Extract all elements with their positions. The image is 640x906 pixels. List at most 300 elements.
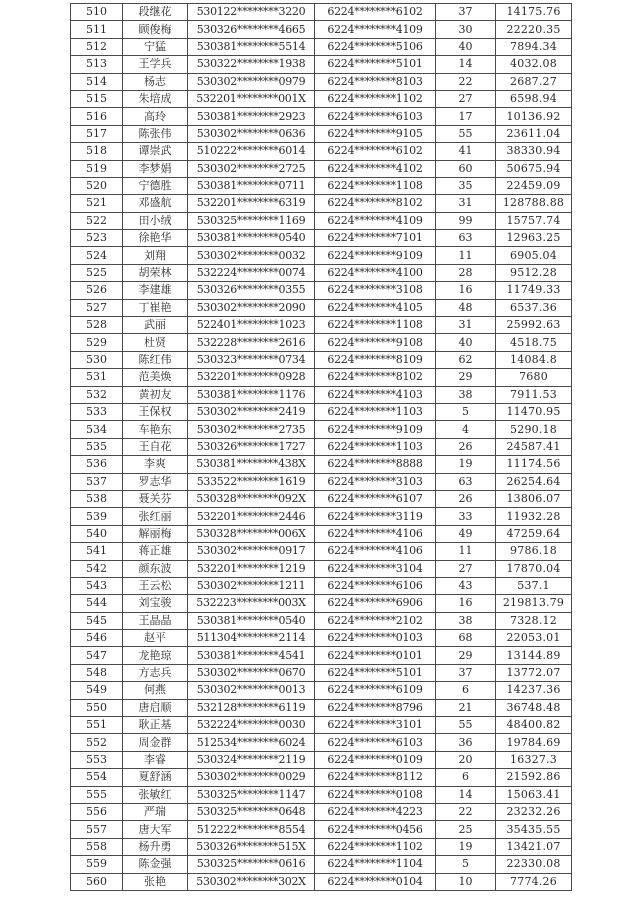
row-number-cell: 512 [71,38,123,55]
account-number-cell: 6224********8102 [315,369,436,386]
id-number-cell: 530328********006X [188,525,315,542]
table-row [71,282,572,299]
name-cell: 胡荣林 [123,264,188,281]
table-row [71,873,572,890]
account-number-cell: 6224********1108 [315,317,436,334]
id-number-cell: 530325********0616 [188,856,315,873]
id-number-cell: 530302********0029 [188,769,315,786]
account-number-cell: 6224********6103 [315,108,436,125]
name-cell: 唐启顺 [123,699,188,716]
table-row [71,769,572,786]
id-number-cell: 530381********5514 [188,38,315,55]
id-number-cell: 532201********1219 [188,560,315,577]
row-number-cell: 515 [71,90,123,107]
name-cell: 范美焕 [123,369,188,386]
account-number-cell: 6224********4102 [315,160,436,177]
id-number-cell: 530302********0032 [188,247,315,264]
row-number-cell: 539 [71,508,123,525]
count-cell: 38 [436,612,496,629]
name-cell: 杨升勇 [123,838,188,855]
row-number-cell: 531 [71,369,123,386]
id-number-cell: 532201********0928 [188,369,315,386]
count-cell: 14 [436,56,496,73]
name-cell: 聂关芬 [123,490,188,507]
amount-cell: 10136.92 [496,108,572,125]
row-number-cell: 530 [71,351,123,368]
account-number-cell: 6224********5106 [315,38,436,55]
name-cell: 王保权 [123,403,188,420]
row-number-cell: 537 [71,473,123,490]
amount-cell: 38330.94 [496,143,572,160]
table-row [71,786,572,803]
account-number-cell: 6224********0109 [315,751,436,768]
amount-cell: 36748.48 [496,699,572,716]
account-number-cell: 6224********9109 [315,421,436,438]
name-cell: 宁德胜 [123,177,188,194]
count-cell: 20 [436,751,496,768]
amount-cell: 13144.89 [496,647,572,664]
amount-cell: 19784.69 [496,734,572,751]
amount-cell: 6598.94 [496,90,572,107]
name-cell: 唐大军 [123,821,188,838]
account-number-cell: 6224********8109 [315,351,436,368]
name-cell: 李梦娟 [123,160,188,177]
count-cell: 40 [436,334,496,351]
id-number-cell: 530302********2419 [188,403,315,420]
account-number-cell: 6224********4105 [315,299,436,316]
amount-cell: 13421.07 [496,838,572,855]
row-number-cell: 527 [71,299,123,316]
amount-cell: 6537.36 [496,299,572,316]
id-number-cell: 532223********003X [188,595,315,612]
amount-cell: 14175.76 [496,4,572,21]
row-number-cell: 543 [71,577,123,594]
name-cell: 徐艳华 [123,230,188,247]
name-cell: 杜贤 [123,334,188,351]
account-number-cell: 6224********6102 [315,4,436,21]
account-number-cell: 6224********4103 [315,386,436,403]
name-cell: 朱培成 [123,90,188,107]
account-number-cell: 6224********3119 [315,508,436,525]
name-cell: 张艳 [123,873,188,890]
count-cell: 43 [436,577,496,594]
id-number-cell: 511304********2114 [188,630,315,647]
count-cell: 60 [436,160,496,177]
id-number-cell: 530302********0636 [188,125,315,142]
count-cell: 5 [436,403,496,420]
id-number-cell: 530302********302X [188,873,315,890]
amount-cell: 23611.04 [496,125,572,142]
id-number-cell: 530302********2090 [188,299,315,316]
amount-cell: 48400.82 [496,717,572,734]
table-row [71,595,572,612]
id-number-cell: 530302********0670 [188,664,315,681]
count-cell: 25 [436,821,496,838]
count-cell: 19 [436,838,496,855]
id-number-cell: 510222********6014 [188,143,315,160]
row-number-cell: 542 [71,560,123,577]
amount-cell: 35435.55 [496,821,572,838]
account-number-cell: 6224********4109 [315,212,436,229]
row-number-cell: 547 [71,647,123,664]
count-cell: 37 [436,664,496,681]
account-number-cell: 6224********7101 [315,230,436,247]
count-cell: 31 [436,317,496,334]
id-number-cell: 532224********0074 [188,264,315,281]
table-row [71,560,572,577]
id-number-cell: 530326********0355 [188,282,315,299]
table-row [71,525,572,542]
account-number-cell: 6224********0104 [315,873,436,890]
id-number-cell: 530381********4541 [188,647,315,664]
row-number-cell: 516 [71,108,123,125]
row-number-cell: 559 [71,856,123,873]
name-cell: 陈张伟 [123,125,188,142]
count-cell: 99 [436,212,496,229]
amount-cell: 14084.8 [496,351,572,368]
name-cell: 蒋正雄 [123,543,188,560]
table-row [71,56,572,73]
id-number-cell: 530122********3220 [188,4,315,21]
account-number-cell: 6224********3101 [315,717,436,734]
amount-cell: 11470.95 [496,403,572,420]
name-cell: 刘翔 [123,247,188,264]
id-number-cell: 533522********1619 [188,473,315,490]
table-row [71,317,572,334]
amount-cell: 13806.07 [496,490,572,507]
row-number-cell: 546 [71,630,123,647]
amount-cell: 7774.26 [496,873,572,890]
table-row [71,90,572,107]
account-number-cell: 6224********4100 [315,264,436,281]
row-number-cell: 540 [71,525,123,542]
table-row [71,143,572,160]
account-number-cell: 6224********1104 [315,856,436,873]
table-row [71,751,572,768]
id-number-cell: 530326********4665 [188,21,315,38]
account-number-cell: 6224********1103 [315,403,436,420]
name-cell: 黄初友 [123,386,188,403]
count-cell: 26 [436,490,496,507]
roster-table-body [71,4,572,891]
table-row [71,73,572,90]
name-cell: 段继花 [123,4,188,21]
name-cell: 刘宝骏 [123,595,188,612]
id-number-cell: 530381********1176 [188,386,315,403]
count-cell: 38 [436,386,496,403]
id-number-cell: 530302********2725 [188,160,315,177]
amount-cell: 15063.41 [496,786,572,803]
amount-cell: 7894.34 [496,38,572,55]
row-number-cell: 560 [71,873,123,890]
amount-cell: 21592.86 [496,769,572,786]
row-number-cell: 529 [71,334,123,351]
id-number-cell: 512222********8554 [188,821,315,838]
row-number-cell: 551 [71,717,123,734]
id-number-cell: 530381********438X [188,456,315,473]
count-cell: 4 [436,421,496,438]
table-row [71,195,572,212]
table-row [71,856,572,873]
account-number-cell: 6224********3108 [315,282,436,299]
account-number-cell: 6224********8103 [315,73,436,90]
name-cell: 武丽 [123,317,188,334]
name-cell: 邓盛航 [123,195,188,212]
table-row [71,125,572,142]
row-number-cell: 524 [71,247,123,264]
table-row [71,456,572,473]
count-cell: 26 [436,438,496,455]
account-number-cell: 6224********6106 [315,577,436,594]
account-number-cell: 6224********9109 [315,247,436,264]
count-cell: 19 [436,456,496,473]
count-cell: 29 [436,369,496,386]
row-number-cell: 533 [71,403,123,420]
row-number-cell: 541 [71,543,123,560]
count-cell: 40 [436,38,496,55]
id-number-cell: 522401********1023 [188,317,315,334]
row-number-cell: 520 [71,177,123,194]
count-cell: 55 [436,125,496,142]
row-number-cell: 554 [71,769,123,786]
roster-table [70,3,572,891]
id-number-cell: 530326********1727 [188,438,315,455]
id-number-cell: 530381********0540 [188,612,315,629]
table-row [71,21,572,38]
account-number-cell: 6224********5101 [315,56,436,73]
id-number-cell: 532128********6119 [188,699,315,716]
table-row [71,212,572,229]
table-row [71,108,572,125]
account-number-cell: 6224********6109 [315,682,436,699]
table-row [71,334,572,351]
table-row [71,717,572,734]
row-number-cell: 534 [71,421,123,438]
amount-cell: 9512.28 [496,264,572,281]
amount-cell: 7328.12 [496,612,572,629]
count-cell: 11 [436,247,496,264]
amount-cell: 50675.94 [496,160,572,177]
id-number-cell: 530302********2735 [188,421,315,438]
name-cell: 罗志华 [123,473,188,490]
amount-cell: 2687.27 [496,73,572,90]
count-cell: 11 [436,543,496,560]
account-number-cell: 6224********1108 [315,177,436,194]
count-cell: 29 [436,647,496,664]
count-cell: 16 [436,282,496,299]
name-cell: 王自花 [123,438,188,455]
id-number-cell: 530381********0711 [188,177,315,194]
amount-cell: 7911.53 [496,386,572,403]
count-cell: 31 [436,195,496,212]
name-cell: 解丽梅 [123,525,188,542]
table-row [71,438,572,455]
count-cell: 35 [436,177,496,194]
count-cell: 62 [436,351,496,368]
name-cell: 李睿 [123,751,188,768]
amount-cell: 11174.56 [496,456,572,473]
name-cell: 王云松 [123,577,188,594]
name-cell: 杨志 [123,73,188,90]
table-row [71,4,572,21]
row-number-cell: 532 [71,386,123,403]
row-number-cell: 544 [71,595,123,612]
account-number-cell: 6224********0456 [315,821,436,838]
table-row [71,543,572,560]
table-row [71,682,572,699]
count-cell: 17 [436,108,496,125]
account-number-cell: 6224********4106 [315,543,436,560]
name-cell: 张敏红 [123,786,188,803]
id-number-cell: 530325********1169 [188,212,315,229]
table-row [71,38,572,55]
account-number-cell: 6224********1103 [315,438,436,455]
count-cell: 30 [436,21,496,38]
account-number-cell: 6224********5101 [315,664,436,681]
account-number-cell: 6224********8888 [315,456,436,473]
id-number-cell: 532224********0030 [188,717,315,734]
amount-cell: 4032.08 [496,56,572,73]
account-number-cell: 6224********4106 [315,525,436,542]
id-number-cell: 532201********2446 [188,508,315,525]
table-row [71,369,572,386]
table-row [71,299,572,316]
id-number-cell: 530381********0540 [188,230,315,247]
count-cell: 6 [436,769,496,786]
name-cell: 夏舒涵 [123,769,188,786]
name-cell: 谭崇武 [123,143,188,160]
name-cell: 张红丽 [123,508,188,525]
table-row [71,630,572,647]
count-cell: 16 [436,595,496,612]
amount-cell: 6905.04 [496,247,572,264]
name-cell: 周金群 [123,734,188,751]
id-number-cell: 530302********0013 [188,682,315,699]
count-cell: 48 [436,299,496,316]
row-number-cell: 553 [71,751,123,768]
name-cell: 李爽 [123,456,188,473]
name-cell: 李建雄 [123,282,188,299]
count-cell: 5 [436,856,496,873]
name-cell: 车艳东 [123,421,188,438]
row-number-cell: 511 [71,21,123,38]
amount-cell: 47259.64 [496,525,572,542]
account-number-cell: 6224********6102 [315,143,436,160]
table-row [71,699,572,716]
amount-cell: 11932.28 [496,508,572,525]
count-cell: 22 [436,73,496,90]
amount-cell: 22330.08 [496,856,572,873]
id-number-cell: 530302********0917 [188,543,315,560]
amount-cell: 25992.63 [496,317,572,334]
row-number-cell: 523 [71,230,123,247]
id-number-cell: 530324********2119 [188,751,315,768]
id-number-cell: 530325********0648 [188,803,315,820]
name-cell: 丁崔艳 [123,299,188,316]
name-cell: 赵平 [123,630,188,647]
table-row [71,351,572,368]
name-cell: 王学兵 [123,56,188,73]
account-number-cell: 6224********6107 [315,490,436,507]
row-number-cell: 550 [71,699,123,716]
table-row [71,803,572,820]
count-cell: 27 [436,560,496,577]
amount-cell: 22053.01 [496,630,572,647]
name-cell: 顾俊梅 [123,21,188,38]
count-cell: 41 [436,143,496,160]
account-number-cell: 6224********0108 [315,786,436,803]
account-number-cell: 6224********2102 [315,612,436,629]
amount-cell: 22220.35 [496,21,572,38]
count-cell: 37 [436,4,496,21]
id-number-cell: 530381********2923 [188,108,315,125]
amount-cell: 128788.88 [496,195,572,212]
id-number-cell: 530323********0734 [188,351,315,368]
row-number-cell: 545 [71,612,123,629]
row-number-cell: 525 [71,264,123,281]
name-cell: 严瑞 [123,803,188,820]
table-row [71,247,572,264]
account-number-cell: 6224********4109 [315,21,436,38]
count-cell: 63 [436,473,496,490]
amount-cell: 23232.26 [496,803,572,820]
id-number-cell: 532201********001X [188,90,315,107]
row-number-cell: 535 [71,438,123,455]
row-number-cell: 557 [71,821,123,838]
account-number-cell: 6224********3104 [315,560,436,577]
row-number-cell: 536 [71,456,123,473]
row-number-cell: 519 [71,160,123,177]
row-number-cell: 510 [71,4,123,21]
amount-cell: 15757.74 [496,212,572,229]
account-number-cell: 6224********4223 [315,803,436,820]
row-number-cell: 558 [71,838,123,855]
amount-cell: 13772.07 [496,664,572,681]
table-row [71,821,572,838]
count-cell: 63 [436,230,496,247]
row-number-cell: 518 [71,143,123,160]
table-row [71,264,572,281]
amount-cell: 17870.04 [496,560,572,577]
count-cell: 49 [436,525,496,542]
name-cell: 何燕 [123,682,188,699]
account-number-cell: 6224********1102 [315,90,436,107]
count-cell: 22 [436,803,496,820]
table-row [71,177,572,194]
row-number-cell: 548 [71,664,123,681]
row-number-cell: 556 [71,803,123,820]
table-row [71,230,572,247]
row-number-cell: 555 [71,786,123,803]
count-cell: 27 [436,90,496,107]
row-number-cell: 513 [71,56,123,73]
table-row [71,508,572,525]
name-cell: 陈金强 [123,856,188,873]
count-cell: 55 [436,717,496,734]
count-cell: 68 [436,630,496,647]
amount-cell: 14237.36 [496,682,572,699]
count-cell: 14 [436,786,496,803]
row-number-cell: 517 [71,125,123,142]
account-number-cell: 6224********8112 [315,769,436,786]
account-number-cell: 6224********9105 [315,125,436,142]
amount-cell: 26254.64 [496,473,572,490]
amount-cell: 11749.33 [496,282,572,299]
account-number-cell: 6224********3103 [315,473,436,490]
id-number-cell: 530302********1211 [188,577,315,594]
table-row [71,664,572,681]
account-number-cell: 6224********9108 [315,334,436,351]
